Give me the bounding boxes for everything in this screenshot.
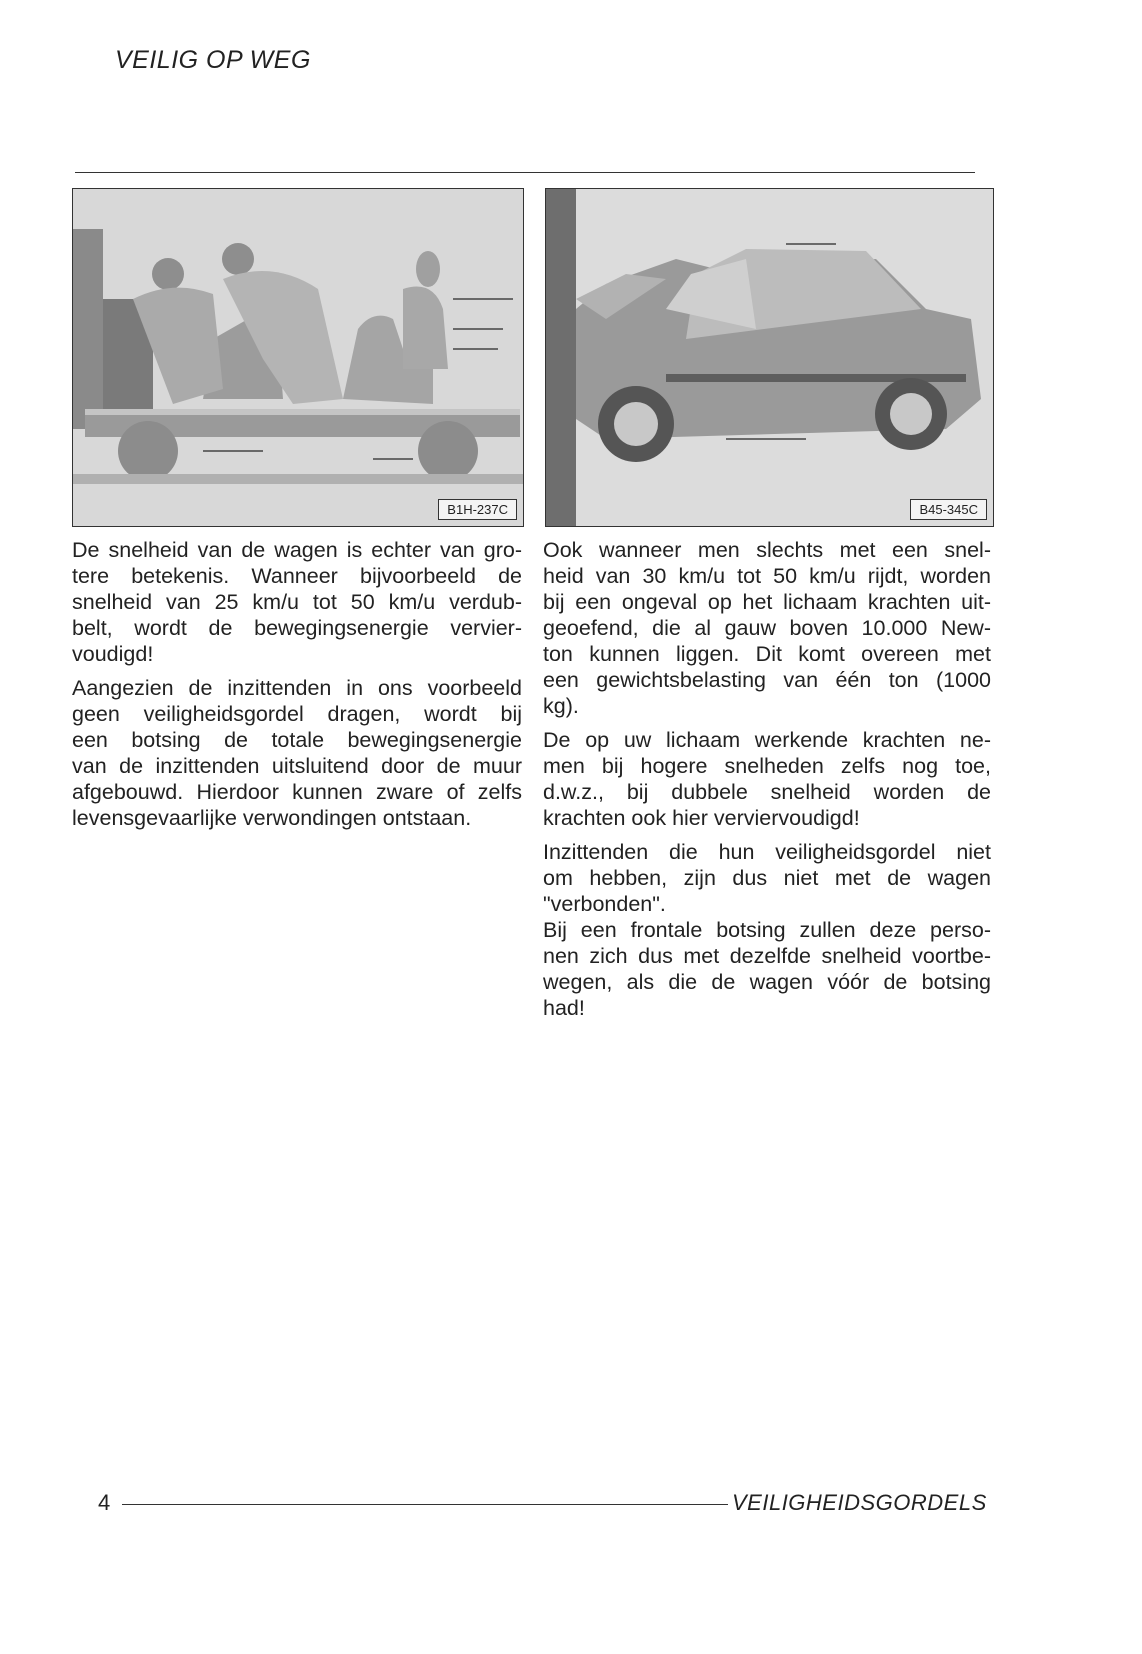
text-line: krachten ook hier verviervoudigd! — [543, 806, 860, 830]
text-line: Ook wanneer men slechts met een snel- — [543, 538, 991, 562]
text-line: De op uw lichaam werkende krachten ne- — [543, 728, 991, 752]
text-line: Inzittenden die hun veiligheidsgordel niet — [543, 840, 991, 864]
text-line: heid van 30 km/u tot 50 km/u rijdt, worden — [543, 564, 991, 588]
text-line: bij een ongeval op het lichaam krachten uit- — [543, 590, 991, 614]
text-line: tere betekenis. Wanneer bijvoorbeeld de — [72, 564, 522, 588]
running-footer: VEILIGHEIDSGORDELS — [732, 1490, 987, 1515]
text-line: geoefend, die al gauw boven 10.000 New- — [543, 616, 991, 640]
text-line: wegen, als die de wagen vóór de botsing — [543, 970, 991, 994]
figure-code: B1H-237C — [438, 499, 517, 520]
text-line: nen zich dus met dezelfde snelheid voortbe- — [543, 944, 991, 968]
figure-crash-test-sled — [72, 188, 524, 527]
crash-sled-illustration — [73, 189, 523, 526]
text-line: voudigd! — [72, 642, 154, 666]
text-line: van de inzittenden uitsluitend door de muur — [72, 754, 522, 778]
text-line: Aangezien de inzittenden in ons voorbeeld — [72, 676, 522, 700]
paragraph — [72, 675, 522, 831]
text-line: had! — [543, 996, 585, 1020]
figure-car-crash — [545, 188, 994, 527]
text-line: De snelheid van de wagen is echter van gro- — [72, 538, 522, 562]
header-divider — [75, 172, 975, 173]
text-line: kg). — [543, 694, 579, 718]
text-line: om hebben, zijn dus niet met de wagen — [543, 866, 991, 890]
text-line: men bij hogere snelheden zelfs nog toe, — [543, 754, 991, 778]
figure-code: B45-345C — [910, 499, 987, 520]
text-line: een botsing de totale bewegingsenergie — [72, 728, 522, 752]
paragraph — [72, 537, 522, 667]
paragraph — [543, 839, 991, 1021]
text-line: een gewichtsbelasting van één ton (1000 — [543, 668, 991, 692]
running-header: VEILIG OP WEG — [115, 46, 311, 74]
right-text-column — [543, 537, 991, 1029]
text-line: levensgevaarlijke verwondingen ontstaan. — [72, 806, 472, 830]
paragraph — [543, 537, 991, 719]
footer-divider — [122, 1504, 728, 1505]
left-text-column — [72, 537, 522, 839]
paragraph — [543, 727, 991, 831]
text-line: ton kunnen liggen. Dit komt overeen met — [543, 642, 991, 666]
text-line: geen veiligheidsgordel dragen, wordt bij — [72, 702, 522, 726]
text-line: snelheid van 25 km/u tot 50 km/u verdub- — [72, 590, 522, 614]
page-number: 4 — [98, 1490, 111, 1515]
text-line: "verbonden". — [543, 892, 666, 916]
text-line: Bij een frontale botsing zullen deze perso- — [543, 918, 991, 942]
text-line: d.w.z., bij dubbele snelheid worden de — [543, 780, 991, 804]
text-line: belt, wordt de bewegingsenergie vervier- — [72, 616, 522, 640]
text-line: afgebouwd. Hierdoor kunnen zware of zelfs — [72, 780, 522, 804]
car-crash-illustration — [546, 189, 993, 526]
